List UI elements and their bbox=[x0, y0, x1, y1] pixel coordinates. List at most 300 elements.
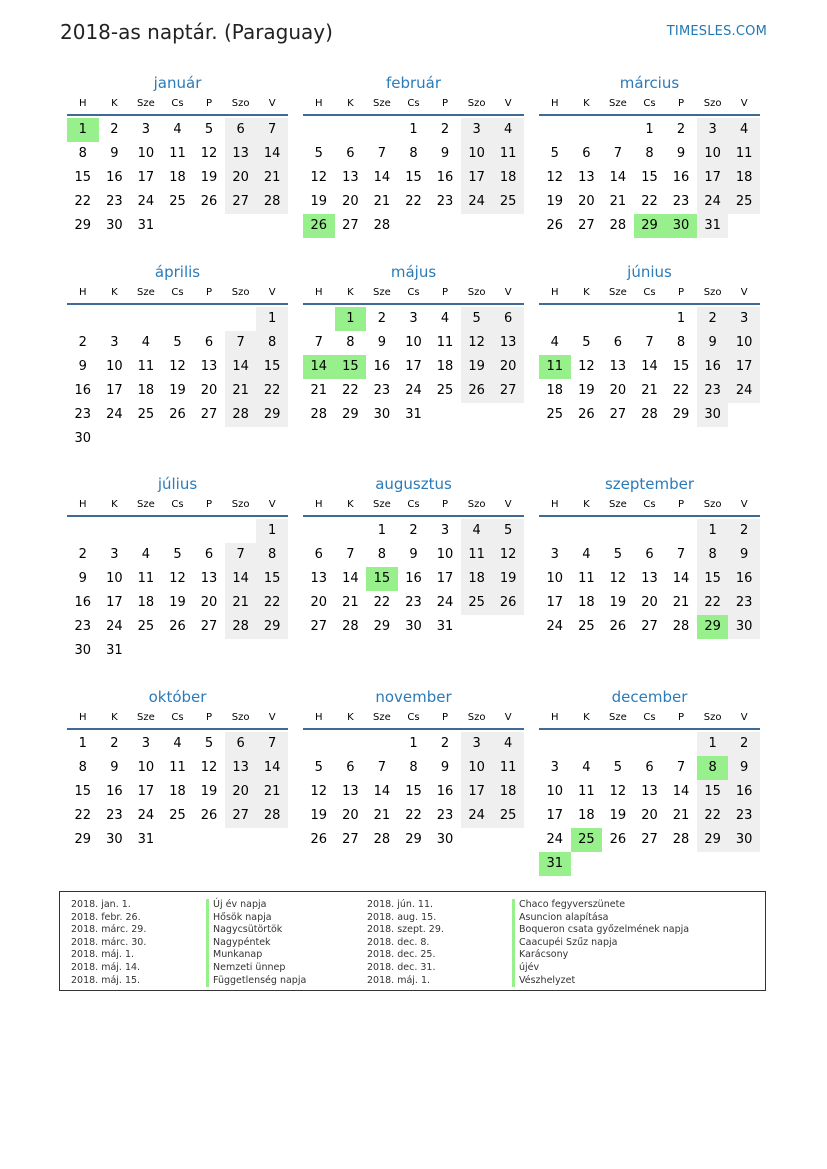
day-cell: 5 bbox=[461, 307, 493, 331]
empty-cell bbox=[634, 732, 666, 756]
legend-right-names bbox=[512, 899, 689, 987]
day-cell: 15 bbox=[405, 784, 422, 799]
day-cell: 6 bbox=[645, 547, 654, 562]
day-cell: 23 bbox=[436, 808, 454, 823]
day-cell: 2 bbox=[440, 122, 450, 137]
weekday-label: P bbox=[206, 98, 213, 109]
day-cell: 8 bbox=[676, 335, 686, 350]
day-cell: 24 bbox=[106, 407, 123, 422]
day-cell: 23 bbox=[728, 591, 760, 615]
day-cell: 2 bbox=[78, 547, 87, 562]
day-cell: 16 bbox=[672, 170, 690, 185]
legend-left-names bbox=[206, 899, 306, 987]
weekday-label: K bbox=[111, 98, 118, 109]
day-cell: 11 bbox=[137, 359, 155, 374]
day-cell: 7 bbox=[256, 732, 288, 756]
day-cell: 19 bbox=[310, 194, 328, 209]
page-title: 2018-as naptár. (Paraguay) bbox=[60, 20, 333, 44]
weekday-header bbox=[539, 283, 760, 305]
weekday-label: H bbox=[315, 287, 323, 298]
weekday-label: Sze bbox=[137, 98, 155, 109]
empty-cell bbox=[193, 307, 225, 331]
day-cell: 18 bbox=[546, 383, 564, 398]
day-cell: 11 bbox=[492, 756, 524, 780]
holiday-day-cell: 14 bbox=[303, 355, 335, 379]
weekday-label: Sze bbox=[609, 98, 627, 109]
weekday-label: K bbox=[347, 499, 354, 510]
day-cell: 25 bbox=[578, 619, 595, 634]
empty-cell bbox=[665, 519, 697, 543]
weekday-label: V bbox=[504, 98, 512, 109]
day-cell: 4 bbox=[582, 760, 591, 775]
day-cell: 21 bbox=[310, 383, 328, 398]
day-cell: 13 bbox=[225, 142, 257, 166]
day-cell: 9 bbox=[78, 571, 87, 586]
day-cell: 10 bbox=[405, 335, 422, 350]
day-cell: 17 bbox=[137, 170, 155, 185]
day-cell: 28 bbox=[641, 407, 658, 422]
month-block bbox=[67, 473, 288, 663]
weekday-header bbox=[67, 708, 288, 730]
empty-cell bbox=[162, 307, 194, 331]
legend-date: 2018. dec. 8. bbox=[367, 936, 430, 948]
empty-cell bbox=[539, 118, 571, 142]
day-cell: 22 bbox=[256, 379, 288, 403]
day-cell: 13 bbox=[342, 170, 359, 185]
holiday-day-cell: 29 bbox=[634, 214, 666, 238]
day-cell: 5 bbox=[613, 547, 623, 562]
day-cell: 12 bbox=[578, 359, 595, 374]
day-cell: 14 bbox=[256, 142, 288, 166]
day-cell: 3 bbox=[141, 736, 151, 751]
day-grid bbox=[539, 519, 760, 639]
day-cell: 11 bbox=[578, 571, 595, 586]
empty-cell bbox=[571, 118, 603, 142]
day-cell: 13 bbox=[609, 359, 627, 374]
day-cell: 23 bbox=[106, 194, 123, 209]
day-cell: 26 bbox=[461, 379, 493, 403]
day-cell: 22 bbox=[641, 194, 658, 209]
holiday-day-cell: 8 bbox=[697, 756, 729, 780]
legend-date: 2018. aug. 15. bbox=[367, 911, 437, 923]
day-grid bbox=[303, 732, 524, 852]
month-block bbox=[303, 473, 524, 639]
weekday-label: H bbox=[551, 98, 559, 109]
day-cell: 15 bbox=[672, 359, 690, 374]
weekday-label: K bbox=[111, 499, 118, 510]
day-cell: 5 bbox=[613, 760, 623, 775]
day-cell: 17 bbox=[405, 359, 422, 374]
day-cell: 9 bbox=[728, 543, 760, 567]
weekday-label: Sze bbox=[137, 287, 155, 298]
day-cell: 14 bbox=[672, 784, 690, 799]
empty-cell bbox=[539, 732, 571, 756]
day-cell: 8 bbox=[409, 146, 418, 161]
day-cell: 19 bbox=[461, 355, 493, 379]
day-cell: 12 bbox=[200, 760, 218, 775]
legend-holiday-name: Caacupéi Szűz napja bbox=[512, 937, 689, 950]
empty-cell bbox=[602, 118, 634, 142]
month-name: november bbox=[375, 688, 452, 706]
day-cell: 16 bbox=[106, 170, 123, 185]
day-cell: 9 bbox=[728, 756, 760, 780]
day-cell: 30 bbox=[697, 403, 729, 427]
day-cell: 29 bbox=[256, 403, 288, 427]
weekday-label: H bbox=[315, 712, 323, 723]
legend-holiday-name: Függetlenség napja bbox=[206, 975, 306, 988]
holiday-legend bbox=[59, 891, 766, 991]
day-cell: 9 bbox=[676, 146, 686, 161]
weekday-label: H bbox=[315, 499, 323, 510]
day-cell: 31 bbox=[137, 832, 155, 847]
day-cell: 27 bbox=[342, 832, 359, 847]
day-cell: 1 bbox=[676, 311, 686, 326]
day-cell: 9 bbox=[697, 331, 729, 355]
day-cell: 20 bbox=[200, 595, 218, 610]
day-cell: 15 bbox=[405, 170, 422, 185]
weekday-label: P bbox=[442, 712, 449, 723]
day-cell: 30 bbox=[728, 828, 760, 852]
day-cell: 1 bbox=[256, 519, 288, 543]
holiday-day-cell: 31 bbox=[539, 852, 571, 876]
empty-cell bbox=[634, 307, 666, 331]
legend-holiday-name: Nagypéntek bbox=[206, 937, 306, 950]
legend-left-dates bbox=[71, 899, 146, 987]
month-block bbox=[303, 261, 524, 427]
day-cell: 22 bbox=[672, 383, 690, 398]
day-cell: 25 bbox=[169, 808, 186, 823]
month-block bbox=[539, 473, 760, 639]
day-cell: 11 bbox=[492, 142, 524, 166]
weekday-label: P bbox=[442, 287, 449, 298]
weekday-label: Sze bbox=[609, 287, 627, 298]
day-cell: 2 bbox=[78, 335, 87, 350]
day-cell: 15 bbox=[256, 355, 288, 379]
day-cell: 5 bbox=[582, 335, 591, 350]
weekday-label: Szo bbox=[467, 98, 486, 109]
weekday-label: P bbox=[442, 98, 449, 109]
day-cell: 24 bbox=[461, 190, 493, 214]
day-cell: 6 bbox=[225, 732, 257, 756]
day-cell: 29 bbox=[405, 832, 422, 847]
empty-cell bbox=[99, 307, 131, 331]
day-cell: 7 bbox=[377, 760, 387, 775]
weekday-label: Sze bbox=[373, 98, 391, 109]
holiday-day-cell: 15 bbox=[335, 355, 367, 379]
day-cell: 9 bbox=[440, 760, 450, 775]
day-cell: 5 bbox=[173, 547, 182, 562]
day-grid bbox=[67, 307, 288, 451]
day-cell: 19 bbox=[546, 194, 564, 209]
day-cell: 30 bbox=[373, 407, 391, 422]
day-cell: 16 bbox=[728, 780, 760, 804]
day-cell: 26 bbox=[492, 591, 524, 615]
day-cell: 3 bbox=[728, 307, 760, 331]
month-name: február bbox=[385, 74, 442, 92]
day-cell: 21 bbox=[342, 595, 359, 610]
day-cell: 24 bbox=[461, 804, 493, 828]
weekday-label: H bbox=[79, 712, 87, 723]
empty-cell bbox=[67, 307, 99, 331]
day-cell: 20 bbox=[342, 808, 359, 823]
day-cell: 23 bbox=[672, 194, 690, 209]
day-cell: 6 bbox=[314, 547, 323, 562]
day-cell: 20 bbox=[200, 383, 218, 398]
day-cell: 7 bbox=[225, 543, 257, 567]
day-cell: 28 bbox=[672, 619, 690, 634]
day-cell: 13 bbox=[310, 571, 328, 586]
weekday-label: Szo bbox=[467, 287, 486, 298]
day-cell: 15 bbox=[74, 170, 92, 185]
day-cell: 11 bbox=[436, 335, 454, 350]
month-block bbox=[67, 72, 288, 238]
weekday-label: H bbox=[551, 499, 559, 510]
day-grid bbox=[303, 307, 524, 427]
weekday-label: Szo bbox=[467, 712, 486, 723]
day-cell: 24 bbox=[405, 383, 422, 398]
day-cell: 13 bbox=[641, 784, 658, 799]
day-cell: 16 bbox=[728, 567, 760, 591]
day-cell: 9 bbox=[110, 760, 119, 775]
weekday-label: Szo bbox=[231, 499, 250, 510]
holiday-day-cell: 30 bbox=[665, 214, 697, 238]
day-cell: 17 bbox=[546, 595, 564, 610]
day-cell: 26 bbox=[200, 808, 218, 823]
day-cell: 30 bbox=[728, 615, 760, 639]
weekday-header bbox=[303, 94, 524, 116]
legend-date: 2018. máj. 14. bbox=[71, 961, 141, 973]
day-cell: 23 bbox=[74, 407, 92, 422]
day-cell: 14 bbox=[256, 756, 288, 780]
day-cell: 28 bbox=[373, 832, 391, 847]
day-cell: 4 bbox=[582, 547, 591, 562]
empty-cell bbox=[602, 307, 634, 331]
day-cell: 3 bbox=[110, 335, 119, 350]
holiday-day-cell: 15 bbox=[366, 567, 398, 591]
day-cell: 30 bbox=[74, 643, 92, 658]
month-block bbox=[67, 686, 288, 852]
day-cell: 25 bbox=[728, 190, 760, 214]
day-cell: 1 bbox=[697, 519, 729, 543]
day-cell: 3 bbox=[141, 122, 151, 137]
month-name: július bbox=[157, 475, 198, 493]
weekday-label: P bbox=[206, 287, 213, 298]
day-cell: 8 bbox=[409, 760, 418, 775]
day-cell: 10 bbox=[137, 760, 155, 775]
weekday-label: Cs bbox=[171, 499, 184, 510]
day-cell: 11 bbox=[137, 571, 155, 586]
day-cell: 16 bbox=[697, 355, 729, 379]
weekday-label: Sze bbox=[373, 712, 391, 723]
day-cell: 18 bbox=[492, 780, 524, 804]
day-cell: 18 bbox=[492, 166, 524, 190]
legend-date: 2018. dec. 31. bbox=[367, 961, 436, 973]
weekday-label: V bbox=[268, 712, 276, 723]
day-cell: 3 bbox=[409, 311, 418, 326]
day-cell: 24 bbox=[697, 190, 729, 214]
day-cell: 26 bbox=[169, 407, 186, 422]
day-cell: 18 bbox=[169, 784, 186, 799]
day-cell: 27 bbox=[492, 379, 524, 403]
empty-cell bbox=[225, 307, 257, 331]
day-cell: 10 bbox=[697, 142, 729, 166]
weekday-header bbox=[539, 708, 760, 730]
day-cell: 12 bbox=[200, 146, 218, 161]
day-cell: 19 bbox=[578, 383, 595, 398]
day-cell: 6 bbox=[346, 146, 355, 161]
day-cell: 12 bbox=[169, 571, 186, 586]
weekday-label: K bbox=[347, 98, 354, 109]
day-cell: 27 bbox=[641, 832, 658, 847]
empty-cell bbox=[130, 307, 162, 331]
weekday-label: P bbox=[678, 712, 685, 723]
day-cell: 7 bbox=[645, 335, 654, 350]
day-cell: 29 bbox=[74, 218, 92, 233]
day-cell: 7 bbox=[676, 760, 686, 775]
day-cell: 14 bbox=[373, 170, 391, 185]
day-cell: 9 bbox=[78, 359, 87, 374]
day-cell: 8 bbox=[346, 335, 355, 350]
day-cell: 23 bbox=[405, 595, 422, 610]
day-cell: 2 bbox=[676, 122, 686, 137]
day-cell: 13 bbox=[200, 571, 218, 586]
day-cell: 16 bbox=[106, 784, 123, 799]
weekday-label: K bbox=[111, 712, 118, 723]
legend-holiday-name: Munkanap bbox=[206, 949, 306, 962]
day-cell: 18 bbox=[728, 166, 760, 190]
day-grid bbox=[539, 732, 760, 876]
day-cell: 6 bbox=[346, 760, 355, 775]
empty-cell bbox=[602, 732, 634, 756]
legend-date: 2018. jún. 11. bbox=[367, 899, 434, 910]
day-cell: 22 bbox=[697, 591, 729, 615]
day-cell: 30 bbox=[106, 832, 123, 847]
day-cell: 23 bbox=[74, 619, 92, 634]
empty-cell bbox=[193, 519, 225, 543]
weekday-label: Sze bbox=[609, 499, 627, 510]
day-cell: 6 bbox=[204, 547, 214, 562]
day-grid bbox=[67, 732, 288, 852]
month-name: január bbox=[153, 74, 202, 92]
day-cell: 22 bbox=[373, 595, 391, 610]
day-cell: 30 bbox=[106, 218, 123, 233]
empty-cell bbox=[303, 519, 335, 543]
day-cell: 31 bbox=[137, 218, 155, 233]
weekday-label: K bbox=[347, 287, 354, 298]
day-cell: 24 bbox=[546, 832, 564, 847]
day-cell: 8 bbox=[645, 146, 654, 161]
empty-cell bbox=[99, 519, 131, 543]
day-cell: 9 bbox=[440, 146, 450, 161]
day-cell: 3 bbox=[461, 118, 493, 142]
weekday-label: P bbox=[206, 499, 213, 510]
day-cell: 2 bbox=[728, 519, 760, 543]
weekday-label: V bbox=[740, 98, 748, 109]
day-cell: 19 bbox=[609, 595, 627, 610]
day-cell: 7 bbox=[346, 547, 355, 562]
day-cell: 26 bbox=[609, 619, 627, 634]
weekday-label: K bbox=[583, 499, 590, 510]
weekday-label: V bbox=[268, 499, 276, 510]
month-block bbox=[539, 72, 760, 238]
day-cell: 15 bbox=[697, 567, 729, 591]
legend-holiday-name: Boqueron csata győzelmének napja bbox=[512, 924, 689, 937]
legend-holiday-name: újév bbox=[512, 962, 689, 975]
day-cell: 14 bbox=[609, 170, 627, 185]
day-cell: 25 bbox=[546, 407, 564, 422]
day-cell: 24 bbox=[728, 379, 760, 403]
day-cell: 20 bbox=[578, 194, 595, 209]
month-name: június bbox=[627, 263, 672, 281]
empty-cell bbox=[162, 519, 194, 543]
day-cell: 4 bbox=[173, 122, 182, 137]
day-cell: 30 bbox=[74, 431, 92, 446]
day-cell: 8 bbox=[256, 543, 288, 567]
brand-link[interactable]: TIMESLES.COM bbox=[666, 24, 767, 39]
day-cell: 2 bbox=[409, 523, 418, 538]
holiday-day-cell: 25 bbox=[571, 828, 603, 852]
day-cell: 1 bbox=[409, 736, 418, 751]
day-cell: 3 bbox=[550, 760, 559, 775]
weekday-label: Sze bbox=[373, 499, 391, 510]
day-cell: 25 bbox=[137, 619, 155, 634]
day-cell: 15 bbox=[641, 170, 658, 185]
weekday-label: Szo bbox=[231, 98, 250, 109]
day-cell: 18 bbox=[137, 383, 155, 398]
legend-holiday-name: Vészhelyzet bbox=[512, 975, 689, 988]
weekday-header bbox=[303, 708, 524, 730]
legend-right-dates bbox=[367, 899, 444, 987]
weekday-label: Cs bbox=[643, 287, 656, 298]
weekday-label: Szo bbox=[231, 287, 250, 298]
empty-cell bbox=[67, 519, 99, 543]
weekday-label: P bbox=[442, 499, 449, 510]
day-cell: 17 bbox=[461, 780, 493, 804]
day-cell: 21 bbox=[225, 591, 257, 615]
weekday-label: V bbox=[740, 712, 748, 723]
weekday-label: K bbox=[111, 287, 118, 298]
day-cell: 8 bbox=[78, 760, 87, 775]
day-cell: 13 bbox=[225, 756, 257, 780]
day-cell: 6 bbox=[613, 335, 623, 350]
day-cell: 20 bbox=[641, 595, 658, 610]
weekday-header bbox=[67, 495, 288, 517]
empty-cell bbox=[303, 118, 335, 142]
day-cell: 4 bbox=[141, 547, 151, 562]
day-cell: 7 bbox=[377, 146, 387, 161]
empty-cell bbox=[303, 732, 335, 756]
day-cell: 30 bbox=[405, 619, 422, 634]
legend-date: 2018. jan. 1. bbox=[71, 899, 131, 910]
day-cell: 14 bbox=[342, 571, 359, 586]
day-cell: 12 bbox=[546, 170, 564, 185]
weekday-header bbox=[67, 94, 288, 116]
day-cell: 21 bbox=[225, 379, 257, 403]
day-cell: 7 bbox=[613, 146, 623, 161]
month-name: december bbox=[611, 688, 688, 706]
weekday-label: Szo bbox=[231, 712, 250, 723]
day-cell: 28 bbox=[373, 218, 391, 233]
day-cell: 17 bbox=[106, 595, 123, 610]
day-cell: 5 bbox=[492, 519, 524, 543]
day-cell: 21 bbox=[373, 194, 391, 209]
day-cell: 16 bbox=[436, 784, 454, 799]
day-cell: 27 bbox=[641, 619, 658, 634]
day-cell: 1 bbox=[256, 307, 288, 331]
day-grid bbox=[67, 118, 288, 238]
day-cell: 27 bbox=[200, 619, 218, 634]
weekday-header bbox=[303, 283, 524, 305]
